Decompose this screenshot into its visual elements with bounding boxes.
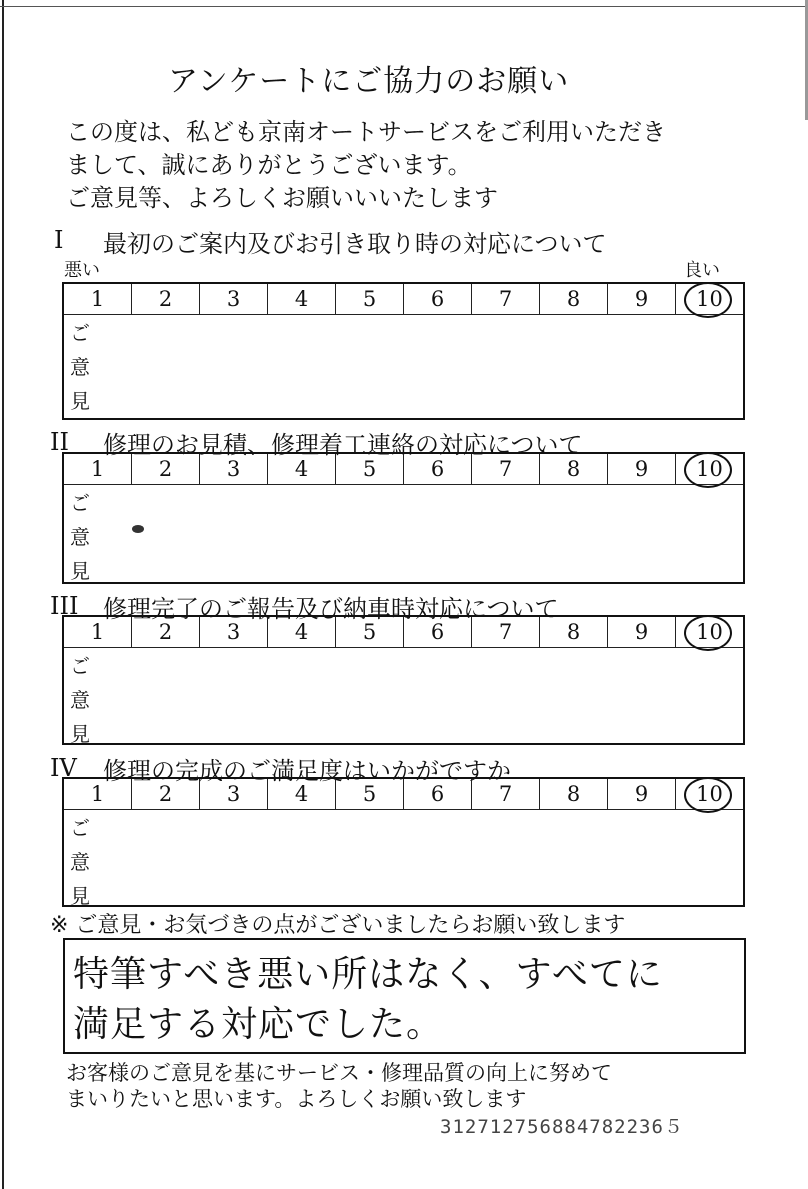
rating-cell: 7 — [472, 617, 540, 647]
rating-cell-selected: 10 — [676, 454, 743, 484]
comment-label-go: ご — [70, 816, 90, 840]
survey-title: アンケートにご協力のお願い — [168, 64, 570, 99]
comment-label-i: 意 — [70, 850, 90, 874]
comment-label-go: ご — [70, 321, 90, 345]
rating-cell: 1 — [64, 779, 132, 809]
rating-scale — [64, 284, 743, 315]
rating-cell: 4 — [268, 617, 336, 647]
rating-cell: 3 — [200, 284, 268, 314]
rating-box-2 — [62, 452, 745, 584]
comment-label-i: 意 — [70, 355, 90, 379]
section-heading: 最初のご案内及びお引き取り時の対応について — [103, 230, 607, 258]
intro-line-3: ご意見等、よろしくお願いいいたします — [66, 184, 498, 212]
rating-box-4 — [62, 777, 745, 907]
comment-label-ken: 見 — [70, 559, 90, 583]
ink-smudge — [132, 525, 144, 533]
rating-scale — [64, 617, 743, 648]
comment-label-i: 意 — [70, 525, 90, 549]
section-heading: 修理のお見積、修理着工連絡の対応について — [103, 431, 583, 459]
scale-label-good: 良い — [684, 260, 720, 281]
comment-label-go: ご — [70, 654, 90, 678]
rating-cell-selected: 10 — [676, 617, 743, 647]
rating-scale — [64, 454, 743, 485]
intro-line-1: この度は、私ども京南オートサービスをご利用いただき — [66, 118, 666, 146]
rating-box-3 — [62, 615, 745, 745]
free-comment-box — [63, 938, 746, 1054]
rating-cell-selected: 10 — [676, 284, 743, 314]
rating-cell: 5 — [336, 284, 404, 314]
handwritten-comment-line-2: 満足する対応でした。 — [73, 1004, 444, 1045]
section-number: II — [50, 428, 69, 456]
rating-cell: 3 — [200, 617, 268, 647]
rating-cell: 8 — [540, 284, 608, 314]
rating-cell: 7 — [472, 284, 540, 314]
section-number: IV — [50, 754, 77, 782]
rating-cell: 7 — [472, 454, 540, 484]
comment-label-ken: 見 — [70, 884, 90, 908]
footer-line-1: お客様のご意見を基にサービス・修理品質の向上に努めて — [66, 1061, 612, 1085]
rating-cell: 3 — [200, 779, 268, 809]
rating-cell: 7 — [472, 779, 540, 809]
rating-cell: 9 — [608, 779, 676, 809]
comment-label-ken: 見 — [70, 389, 90, 413]
section-number: III — [50, 592, 79, 620]
rating-cell: 4 — [268, 284, 336, 314]
rating-cell: 9 — [608, 454, 676, 484]
comment-label-i: 意 — [70, 688, 90, 712]
rating-cell: 2 — [132, 284, 200, 314]
comment-label-ken: 見 — [70, 722, 90, 746]
rating-cell-selected: 10 — [676, 779, 743, 809]
handwritten-comment-line-1: 特筆すべき悪い所はなく、すべてに — [73, 954, 663, 995]
rating-cell: 8 — [540, 779, 608, 809]
rating-cell: 8 — [540, 617, 608, 647]
rating-cell: 4 — [268, 454, 336, 484]
footer-line-2: まいりたいと思います。よろしくお願い致します — [66, 1087, 527, 1111]
rating-cell: 1 — [64, 617, 132, 647]
scan-edge-top — [0, 6, 808, 7]
rating-cell: 2 — [132, 454, 200, 484]
scale-label-bad: 悪い — [64, 260, 100, 281]
rating-cell: 5 — [336, 454, 404, 484]
scan-edge-left — [2, 0, 4, 1189]
intro-line-2: まして、誠にありがとうございます。 — [66, 151, 472, 179]
rating-cell: 3 — [200, 454, 268, 484]
rating-cell: 1 — [64, 284, 132, 314]
rating-cell: 5 — [336, 779, 404, 809]
rating-cell: 6 — [404, 617, 472, 647]
rating-scale — [64, 779, 743, 810]
rating-cell: 6 — [404, 454, 472, 484]
document-code: 312712756884782236５ — [440, 1116, 684, 1138]
rating-cell: 2 — [132, 779, 200, 809]
rating-cell: 9 — [608, 617, 676, 647]
rating-cell: 9 — [608, 284, 676, 314]
rating-cell: 2 — [132, 617, 200, 647]
rating-cell: 6 — [404, 779, 472, 809]
section-number: I — [54, 226, 64, 254]
free-comment-heading: ※ ご意見・お気づきの点がございましたらお願い致します — [50, 913, 626, 938]
rating-cell: 4 — [268, 779, 336, 809]
section-heading: 修理の完成のご満足度はいかがですか — [103, 757, 511, 785]
rating-cell: 5 — [336, 617, 404, 647]
rating-cell: 1 — [64, 454, 132, 484]
rating-cell: 8 — [540, 454, 608, 484]
comment-label-go: ご — [70, 491, 90, 515]
section-heading: 修理完了のご報告及び納車時対応について — [103, 595, 559, 623]
rating-box-1 — [62, 282, 745, 420]
rating-cell: 6 — [404, 284, 472, 314]
